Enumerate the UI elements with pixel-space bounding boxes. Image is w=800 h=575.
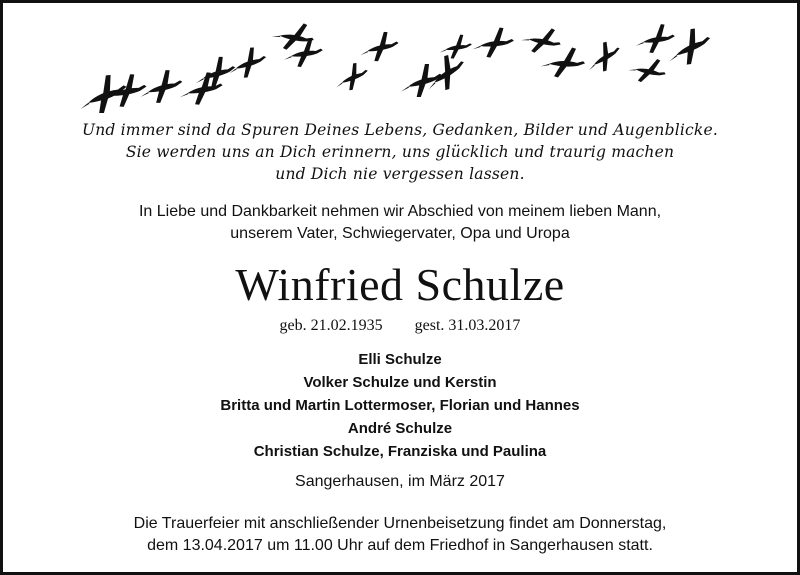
deceased-name: Winfried Schulze [235,259,565,310]
death-date: gest. 31.03.2017 [414,317,521,334]
crane-icon [626,53,669,88]
poem-line: und Dich nie vergessen lassen. [275,165,525,183]
crane-icon [581,37,626,78]
mourners-list [3,348,797,463]
poem-line: Sie werden uns an Dich erinnern, uns glücklich und traurig machen [125,143,675,161]
mourner-line: Britta und Martin Lottermoser, Florian und Hannes [220,397,580,414]
birth-date: geb. 21.02.1935 [279,317,383,334]
funeral-service-info [3,513,797,557]
intro-line: unserem Vater, Schwiegervater, Opa und Uropa [230,225,570,242]
crane-icon [634,23,676,55]
crane-icon [224,44,270,82]
crane-icon [540,45,586,79]
crane-icon [471,27,515,59]
mourner-line: Christian Schulze, Franziska und Paulina [253,443,547,460]
place-and-date: Sangerhausen, im März 2017 [295,473,505,490]
mourner-line: André Schulze [347,420,453,437]
cranes-flock-illustration [3,3,800,113]
intro-line: In Liebe und Dankbarkeit nehmen wir Abschied von meinem lieben Mann, [138,203,662,220]
poem [3,119,797,185]
mourner-line: Elli Schulze [358,351,442,368]
crane-icon [191,54,239,93]
crane-icon [357,30,401,64]
crane-icon [519,22,564,59]
crane-icon [438,33,473,60]
life-dates [3,315,797,337]
service-line: dem 13.04.2017 um 11.00 Uhr auf dem Friedhof in Sangerhausen statt. [147,537,653,554]
crane-icon [331,59,373,94]
farewell-intro [3,201,797,245]
crane-icon [661,24,716,71]
service-line: Die Trauerfeier mit anschließender Urnenbeisetzung findet am Donnerstag, [133,515,667,532]
poem-line: Und immer sind da Spuren Deines Lebens, Gedanken, Bilder und Augenblicke. [81,121,719,139]
mourner-line: Volker Schulze und Kerstin [303,374,497,391]
